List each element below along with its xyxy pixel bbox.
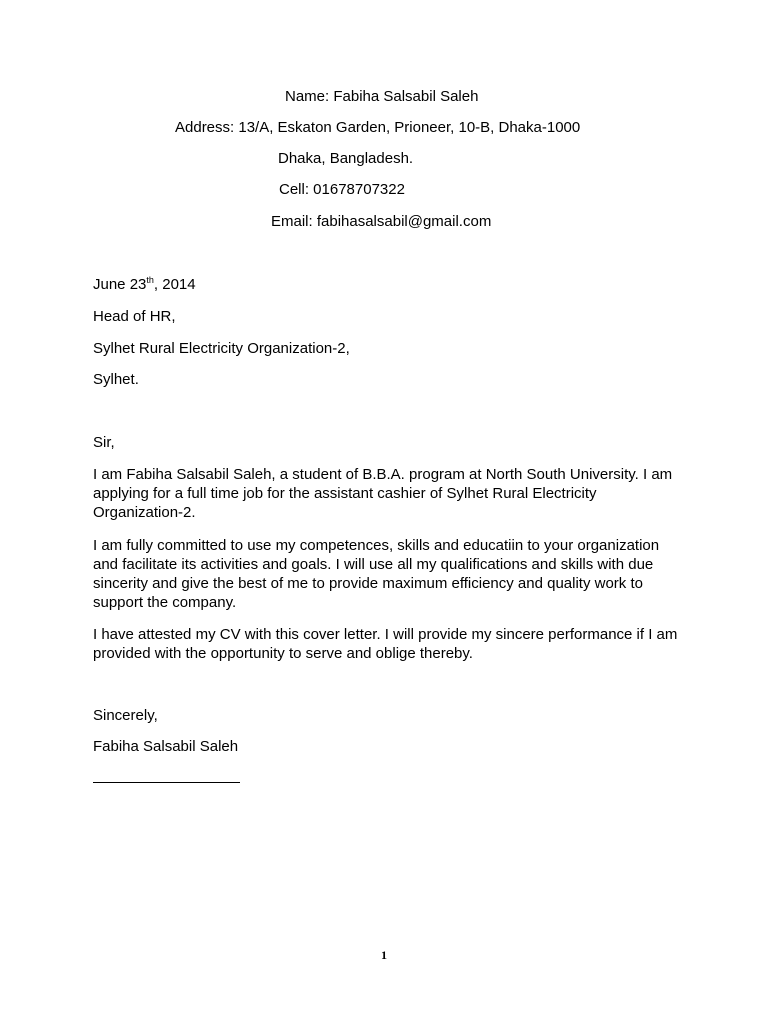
signer-name: Fabiha Salsabil Saleh	[93, 738, 239, 755]
salutation: Sir,	[93, 434, 115, 451]
address-line: Address: 13/A, Eskaton Garden, Prioneer, 10-B, Dhaka-1000	[175, 119, 581, 136]
city-line: Dhaka, Bangladesh.	[278, 150, 414, 167]
signature-line	[93, 782, 240, 783]
recipient-title: Head of HR,	[93, 308, 176, 325]
body-paragraph-3: I have attested my CV with this cover letter. I will provide my sincere performance if I am provided with the opportunity to serve and oblige thereby.	[93, 626, 678, 662]
date-suffix: th	[146, 275, 154, 285]
email-line: Email: fabihasalsabil@gmail.com	[271, 213, 492, 230]
letter-date	[93, 276, 196, 294]
recipient-organization: Sylhet Rural Electricity Organization-2,	[93, 340, 350, 357]
date-year: , 2014	[153, 276, 196, 293]
body-paragraph-2: I am fully committed to use my competences, skills and educatiin to your organization and facilitate its activities and goals. I will use all my qualifications and skills with due sincerity and give the best of me to provide maximum efficiency and quality work to support the company.	[93, 537, 660, 611]
date-prefix: June 23	[93, 276, 147, 293]
page-number: 1	[381, 948, 387, 962]
name-line: Name: Fabiha Salsabil Saleh	[285, 88, 479, 105]
recipient-city: Sylhet.	[93, 371, 139, 388]
cell-line: Cell: 01678707322	[279, 181, 405, 198]
body-paragraph-1: I am Fabiha Salsabil Saleh, a student of B.B.A. program at North South University. I am applying for a full time job for the assistant cashier of Sylhet Rural Electricity Organization-2.	[93, 466, 673, 521]
sign-off: Sincerely,	[93, 707, 158, 724]
